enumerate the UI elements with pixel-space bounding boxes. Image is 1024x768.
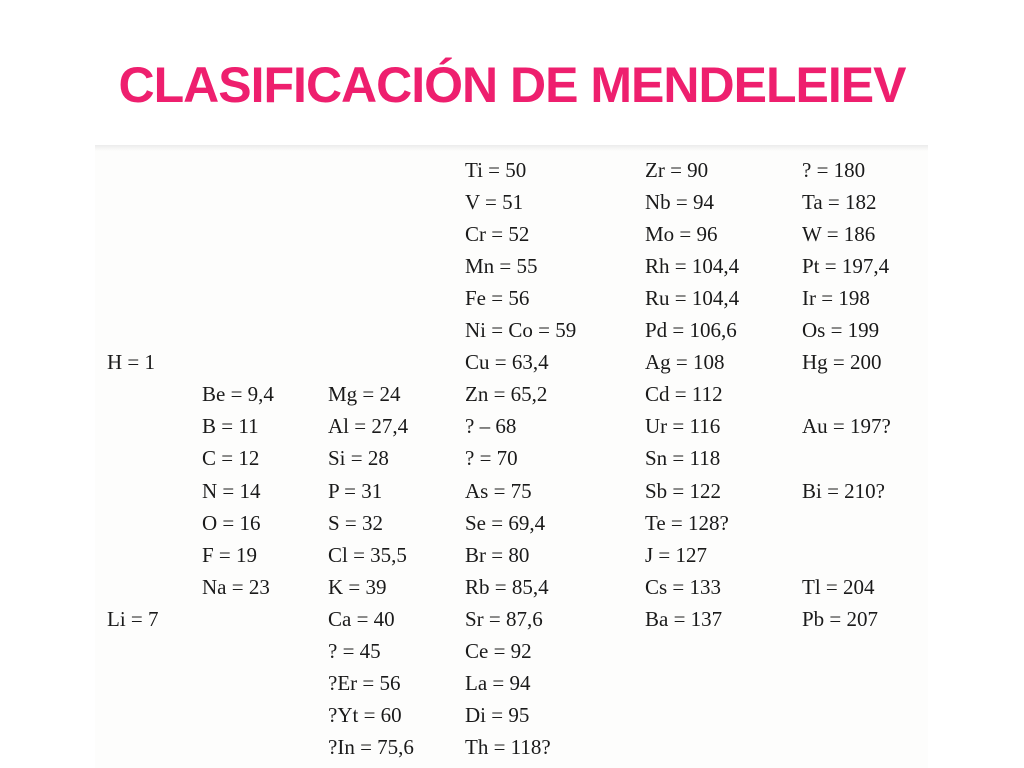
element-cell: As = 75: [465, 478, 532, 503]
element-cell: Ta = 182: [802, 190, 877, 215]
element-cell: Ir = 198: [802, 286, 870, 311]
element-cell: ? = 45: [328, 638, 381, 663]
element-cell: Na = 23: [202, 574, 270, 599]
element-cell: Au = 197?: [802, 414, 891, 439]
element-cell: N = 14: [202, 478, 261, 503]
element-cell: Be = 9,4: [202, 382, 274, 407]
element-cell: O = 16: [202, 510, 261, 535]
element-cell: ? = 70: [465, 446, 518, 471]
element-cell: Mn = 55: [465, 254, 538, 279]
element-cell: Di = 95: [465, 702, 530, 727]
element-cell: W = 186: [802, 222, 876, 247]
element-cell: Cs = 133: [645, 574, 722, 599]
element-cell: Ti = 50: [465, 158, 527, 182]
element-cell: Ag = 108: [645, 350, 725, 375]
element-cell: Mg = 24: [328, 382, 401, 407]
element-cell: Al = 27,4: [328, 414, 409, 439]
element-cell: Os = 199: [802, 318, 880, 343]
element-cell: Rb = 85,4: [465, 574, 549, 599]
element-cell: Ca = 40: [328, 606, 395, 631]
element-cell: Sb = 122: [645, 478, 722, 503]
element-cell: La = 94: [465, 670, 531, 695]
element-cell: Br = 80: [465, 542, 530, 567]
element-cell: P = 31: [328, 478, 383, 503]
element-cell: Ce = 92: [465, 638, 532, 663]
element-cell: Bi = 210?: [802, 478, 886, 503]
element-cell: F = 19: [202, 542, 258, 567]
element-cell: Nb = 94: [645, 190, 715, 215]
element-cell: V = 51: [465, 190, 524, 215]
element-cell: Sn = 118: [645, 446, 721, 471]
element-cell: S = 32: [328, 510, 384, 535]
element-cell: J = 127: [645, 542, 708, 567]
element-cell: Pt = 197,4: [802, 254, 890, 279]
slide-title: CLASIFICACIÓN DE MENDELEIEV: [118, 57, 906, 113]
element-cell: K = 39: [328, 574, 387, 599]
element-cell: B = 11: [202, 414, 259, 439]
element-cell: Ni = Co = 59: [465, 318, 577, 343]
element-cell: Zr = 90: [645, 158, 709, 182]
element-cell: ? – 68: [465, 414, 517, 439]
element-cell: Se = 69,4: [465, 510, 546, 535]
element-cell: Th = 118?: [465, 734, 551, 759]
element-cell: Cr = 52: [465, 222, 530, 247]
element-cell: Pb = 207: [802, 606, 879, 631]
element-cell: Zn = 65,2: [465, 382, 548, 407]
element-cell: Pd = 106,6: [645, 318, 737, 343]
element-cell: Sr = 87,6: [465, 606, 543, 631]
element-cell: ? = 180: [802, 158, 866, 182]
element-cell: Hg = 200: [802, 350, 882, 375]
element-cell: Mo = 96: [645, 222, 718, 247]
element-cell: ?In = 75,6: [328, 734, 414, 759]
element-cell: Ur = 116: [645, 414, 721, 439]
element-cell: Te = 128?: [645, 510, 729, 535]
element-cell: Cl = 35,5: [328, 542, 407, 567]
element-cell: Ru = 104,4: [645, 286, 740, 311]
element-cell: C = 12: [202, 446, 260, 471]
element-cell: Cd = 112: [645, 382, 723, 407]
element-cell: Ba = 137: [645, 606, 723, 631]
element-cell: Cu = 63,4: [465, 350, 549, 375]
element-cell: ?Er = 56: [328, 670, 401, 695]
element-cell: Si = 28: [328, 446, 389, 471]
element-cell: Tl = 204: [802, 574, 875, 599]
element-cell: Li = 7: [107, 606, 159, 631]
element-cell: H = 1: [107, 350, 156, 375]
mendeleev-table-image: [95, 145, 928, 768]
element-cell: Rh = 104,4: [645, 254, 740, 279]
element-cell: Fe = 56: [465, 286, 530, 311]
element-cell: ?Yt = 60: [328, 702, 402, 727]
